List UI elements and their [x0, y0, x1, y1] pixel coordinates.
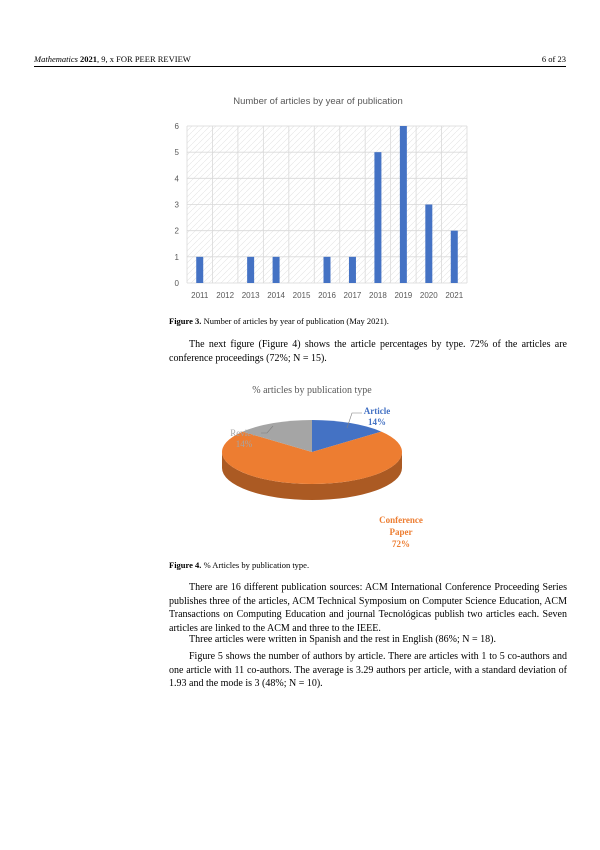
pie-label-article: Article — [363, 406, 391, 416]
y-tick-label: 4 — [174, 174, 179, 184]
x-tick-label: 2015 — [292, 291, 311, 300]
pie-value-article: 14% — [368, 417, 386, 427]
y-tick-label: 0 — [174, 279, 179, 288]
x-tick-label: 2019 — [394, 291, 413, 300]
pie-label-review: Review — [230, 428, 258, 438]
x-tick-label: 2014 — [267, 291, 285, 300]
y-tick-label: 2 — [174, 226, 179, 236]
paragraph-figure4-intro-text: The next figure (Figure 4) shows the article percentages by type. 72% of the articles are conference proceedings (72%; N = 15). — [169, 339, 567, 364]
pie-label-conference-paper: Conference — [379, 515, 423, 525]
pie-chart-title: % articles by publication type — [252, 385, 372, 396]
figure3-caption-text: Number of articles by year of publication (May 2021). — [201, 316, 389, 326]
pie-label-conference-paper: Paper — [389, 527, 413, 537]
paragraph-publication-sources — [169, 581, 567, 635]
y-tick-label: 6 — [174, 122, 179, 131]
x-tick-label: 2017 — [343, 291, 362, 300]
y-tick-label: 1 — [174, 252, 179, 262]
x-tick-label: 2013 — [241, 291, 260, 300]
journal-volume-info: , 9, x FOR PEER REVIEW — [97, 54, 191, 64]
x-tick-label: 2011 — [191, 291, 209, 300]
paragraph-authors-text: Figure 5 shows the number of authors by article. There are articles with 1 to 5 co-authors and one article with 11 co-authors. The average is 3.29 authors per article, with a standard deviation of 1.93 and the mode is 3 (48%; N = 10). — [169, 651, 567, 690]
journal-year: 2021 — [80, 54, 98, 64]
bar-chart-title: Number of articles by year of publication — [233, 96, 403, 107]
figure4-caption-text: % Articles by publication type. — [201, 560, 310, 570]
x-tick-label: 2018 — [369, 291, 387, 300]
journal-name: Mathematics — [34, 54, 78, 64]
x-tick-label: 2012 — [216, 291, 235, 300]
figure3-caption-label: Figure 3. — [169, 316, 202, 326]
x-tick-label: 2020 — [419, 291, 438, 300]
paragraph-languages — [169, 633, 567, 647]
figure4-caption-label: Figure 4. — [169, 560, 202, 570]
y-tick-label: 3 — [174, 200, 179, 210]
figure4-caption — [169, 559, 569, 571]
page-number: 6 of 23 — [541, 54, 566, 64]
x-tick-label: 2016 — [318, 291, 336, 300]
paragraph-authors — [169, 650, 567, 691]
paragraph-languages-text: Three articles were written in Spanish and the rest in English (86%; N = 18). — [189, 634, 496, 645]
paragraph-publication-sources-text: There are 16 different publication sources: ACM International Conference Proceeding Series publishes three of the articles, ACM Technical Symposium on Computer Science Education, ACM Transactions on Computing Education and journal Tecnológicas publish two articles each. Seven articles are linked to the ACM and three to the IEEE. — [169, 582, 567, 634]
y-tick-label: 5 — [174, 148, 179, 158]
pie-value-review: 14% — [235, 439, 253, 449]
pie-value-conference-paper: 72% — [392, 539, 410, 549]
x-tick-label: 2021 — [445, 291, 464, 300]
